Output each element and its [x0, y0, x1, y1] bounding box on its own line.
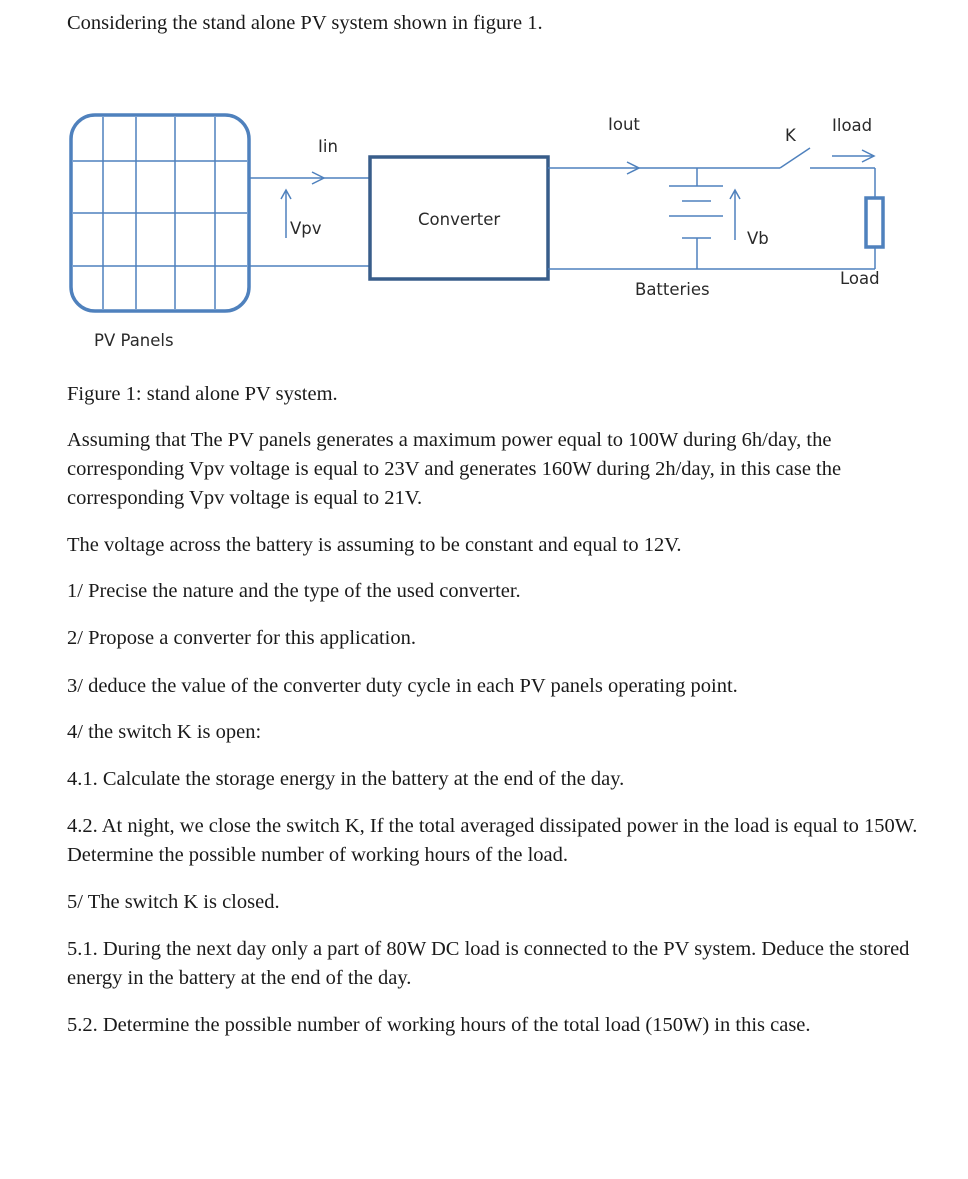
pv-system-figure: [0, 0, 968, 370]
load-resistor-icon: [866, 168, 883, 269]
label-pv-panels: PV Panels: [94, 331, 174, 350]
paragraph-assumption: Assuming that The PV panels generates a maximum power equal to 100W during 6h/day, the corresponding Vpv voltage is equal to 23V and generates 160W during 2h/day, in this case the corresponding Vpv voltage is equal to 21V.: [67, 429, 842, 509]
intro-text: Considering the stand alone PV system shown in figure 1.: [67, 12, 543, 34]
question-3: 3/ deduce the value of the converter duty cycle in each PV panels operating point.: [67, 675, 738, 697]
question-5-1: 5.1. During the next day only a part of 80W DC load is connected to the PV system. Deduce the stored energy in the battery at the end of the day.: [67, 938, 910, 989]
iload-arrow-icon: [832, 150, 874, 162]
question-5: 5/ The switch K is closed.: [67, 891, 280, 913]
question-2: 2/ Propose a converter for this application.: [67, 627, 416, 649]
label-iin: Iin: [318, 137, 338, 156]
label-iout: Iout: [608, 115, 640, 134]
question-4: 4/ the switch K is open:: [67, 721, 262, 743]
label-converter: Converter: [418, 210, 501, 229]
question-1: 1/ Precise the nature and the type of the used converter.: [67, 580, 521, 602]
label-load: Load: [840, 269, 880, 288]
figure-caption: Figure 1: stand alone PV system.: [67, 383, 338, 405]
label-iload: Iload: [832, 116, 873, 135]
label-k: K: [785, 126, 796, 145]
label-batteries: Batteries: [635, 280, 710, 299]
pv-panel-icon: [71, 115, 249, 311]
label-vb: Vb: [747, 229, 769, 248]
label-vpv: Vpv: [290, 219, 322, 238]
question-4-1: 4.1. Calculate the storage energy in the battery at the end of the day.: [67, 768, 625, 790]
question-4-2: 4.2. At night, we close the switch K, If the total averaged dissipated power in the load is equal to 150W. Determine the possible number of working hours of the load.: [67, 815, 918, 866]
output-wires: [548, 162, 875, 269]
vb-arrow-icon: [730, 190, 740, 240]
switch-k-icon: [780, 148, 875, 168]
question-5-2: 5.2. Determine the possible number of working hours of the total load (150W) in this case.: [67, 1014, 811, 1036]
paragraph-battery-voltage: The voltage across the battery is assuming to be constant and equal to 12V.: [67, 534, 682, 556]
